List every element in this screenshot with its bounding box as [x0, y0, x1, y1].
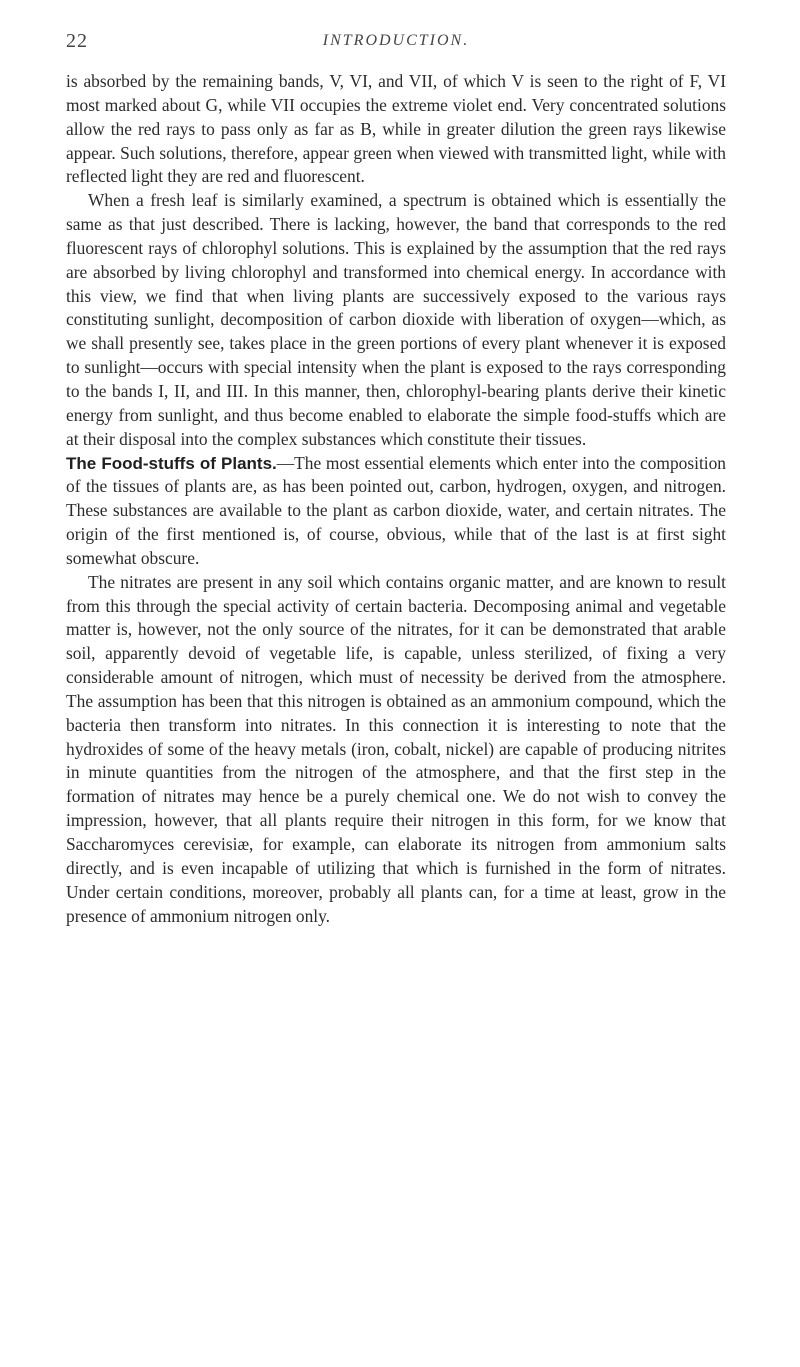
body-text [66, 70, 726, 928]
paragraph-text: The nitrates are present in any soil which contains organic matter, and are known to result from this through the special activity of certain bacteria. Decomposing animal and vegetable matter is, however, not the only source of the nitrates, for it can be demonstrated that arable soil, apparently devoid of vegetable life, is capable, unless sterilized, of fixing a very considerable amount of nitrogen, which must of necessity be derived from the atmosphere. The assumption has been that this nitrogen is obtained as an ammonium compound, which the bacteria then transform into nitrates. In this connection it is interesting to note that the hydroxides of some of the heavy metals (iron, cobalt, nickel) are capable of producing nitrites in minute quantities from the nitrogen of the atmosphere, and that the first step in the formation of nitrates may hence be a purely chemical one. We do not wish to convey the impression, however, that all plants require their nitrogen in this form, for we know that Saccharomyces cerevisiæ, for example, can elaborate its nitrogen from ammonium salts directly, and is even incapable of utilizing that which is furnished in the form of nitrates. Under certain conditions, moreover, probably all plants can, for a time at least, grow in the presence of ammonium nitrogen only. [66, 571, 726, 926]
paragraph [66, 571, 726, 929]
paragraph-text: When a fresh leaf is similarly examined, a spectrum is obtained which is essentially the same as that just described. There is lacking, however, the band that corresponds to the red fluorescent rays of chlorophyl solutions. This is explained by the assumption that the red rays are absorbed by living chlorophyl and transformed into chemical energy. In accordance with this view, we find that when living plants are successively exposed to the various rays constituting sunlight, decomposition of carbon dioxide with liberation of oxygen—which, as we shall presently see, takes place in the green portions of every plant whenever it is exposed to sunlight—occurs with special intensity when the plant is exposed to the rays corresponding to the bands I, II, and III. In this manner, then, chlorophyl-bearing plants derive their kinetic energy from sunlight, and thus become enabled to elaborate the simple food-stuffs which are at their disposal into the complex substances which constitute their tissues. [66, 190, 726, 449]
paragraph [66, 70, 726, 189]
paragraph [66, 189, 726, 451]
paragraph [66, 452, 726, 571]
paragraph-text: is absorbed by the remaining bands, V, VI, and VII, of which V is seen to the right of F, VI most marked about G, while VII occupies the extreme violet end. Very concentrated solutions allow the red rays to pass only as far as B, while in greater dilution the green rays likewise appear. Such solutions, therefore, appear green when viewed with transmitted light, while with reflected light they are red and fluorescent. [66, 71, 726, 187]
page-number: 22 [66, 30, 88, 52]
section-heading: The Food-stuffs of Plants. [66, 453, 277, 473]
running-head [66, 30, 726, 64]
paragraph-text: —The most essential elements which enter into the composition of the tissues of plants are, as has been pointed out, carbon, hydrogen, oxygen, and nitrogen. These substances are available to the plant as carbon dioxide, water, and certain nitrates. The origin of the first mentioned is, of course, obvious, while that of the last is at first sight somewhat obscure. [66, 452, 726, 568]
running-title: INTRODUCTION. [322, 32, 470, 49]
book-page [66, 30, 726, 928]
